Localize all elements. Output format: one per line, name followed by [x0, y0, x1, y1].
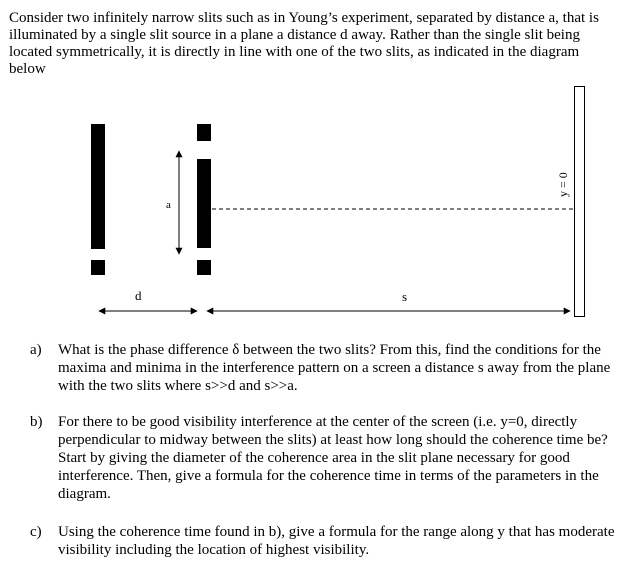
question-text: For there to be good visibility interference at the center of the screen (i.e. y=0, directly perpendicular to midway between the slits) at least how long should the coherence time be? Start by giving the diameter of the coherence area in the slit plane necessary for good interference. Then, give a formula for the coherence time in terms of the parameters in the diagram. [58, 414, 608, 502]
label-d: d [135, 288, 142, 303]
source-barrier-lower [91, 260, 105, 275]
slit-barrier-bottom [197, 260, 211, 275]
source-barrier-upper [91, 124, 105, 249]
question-a [30, 341, 615, 395]
label-s: s [402, 289, 408, 304]
question-label: a) [30, 342, 42, 358]
label-a: a [166, 199, 171, 211]
question-text: Using the coherence time found in b), give a formula for the range along y that has moderate visibility including the location of highest visibility. [58, 524, 615, 558]
label-y0: y = 0 [556, 172, 570, 197]
intro-paragraph: Consider two infinitely narrow slits such as in Young’s experiment, separated by distance a, that is illuminated by a single slit source in a plane a distance d away. Rather than the single slit being located symmetrically, it is directly in line with one of the two slits, as indicated in the diagram below [9, 10, 599, 77]
question-b [30, 413, 615, 503]
question-text: What is the phase difference δ between the two slits? From this, find the conditions for the maxima and minima in the interference pattern on a screen a distance s away from the plane with the two slits where s>>d and s>>a. [58, 342, 611, 394]
question-c [30, 523, 615, 559]
slit-barrier-middle [197, 159, 211, 248]
screen [575, 87, 585, 317]
question-label: c) [30, 524, 42, 540]
slit-barrier-top [197, 124, 211, 141]
question-label: b) [30, 414, 43, 430]
